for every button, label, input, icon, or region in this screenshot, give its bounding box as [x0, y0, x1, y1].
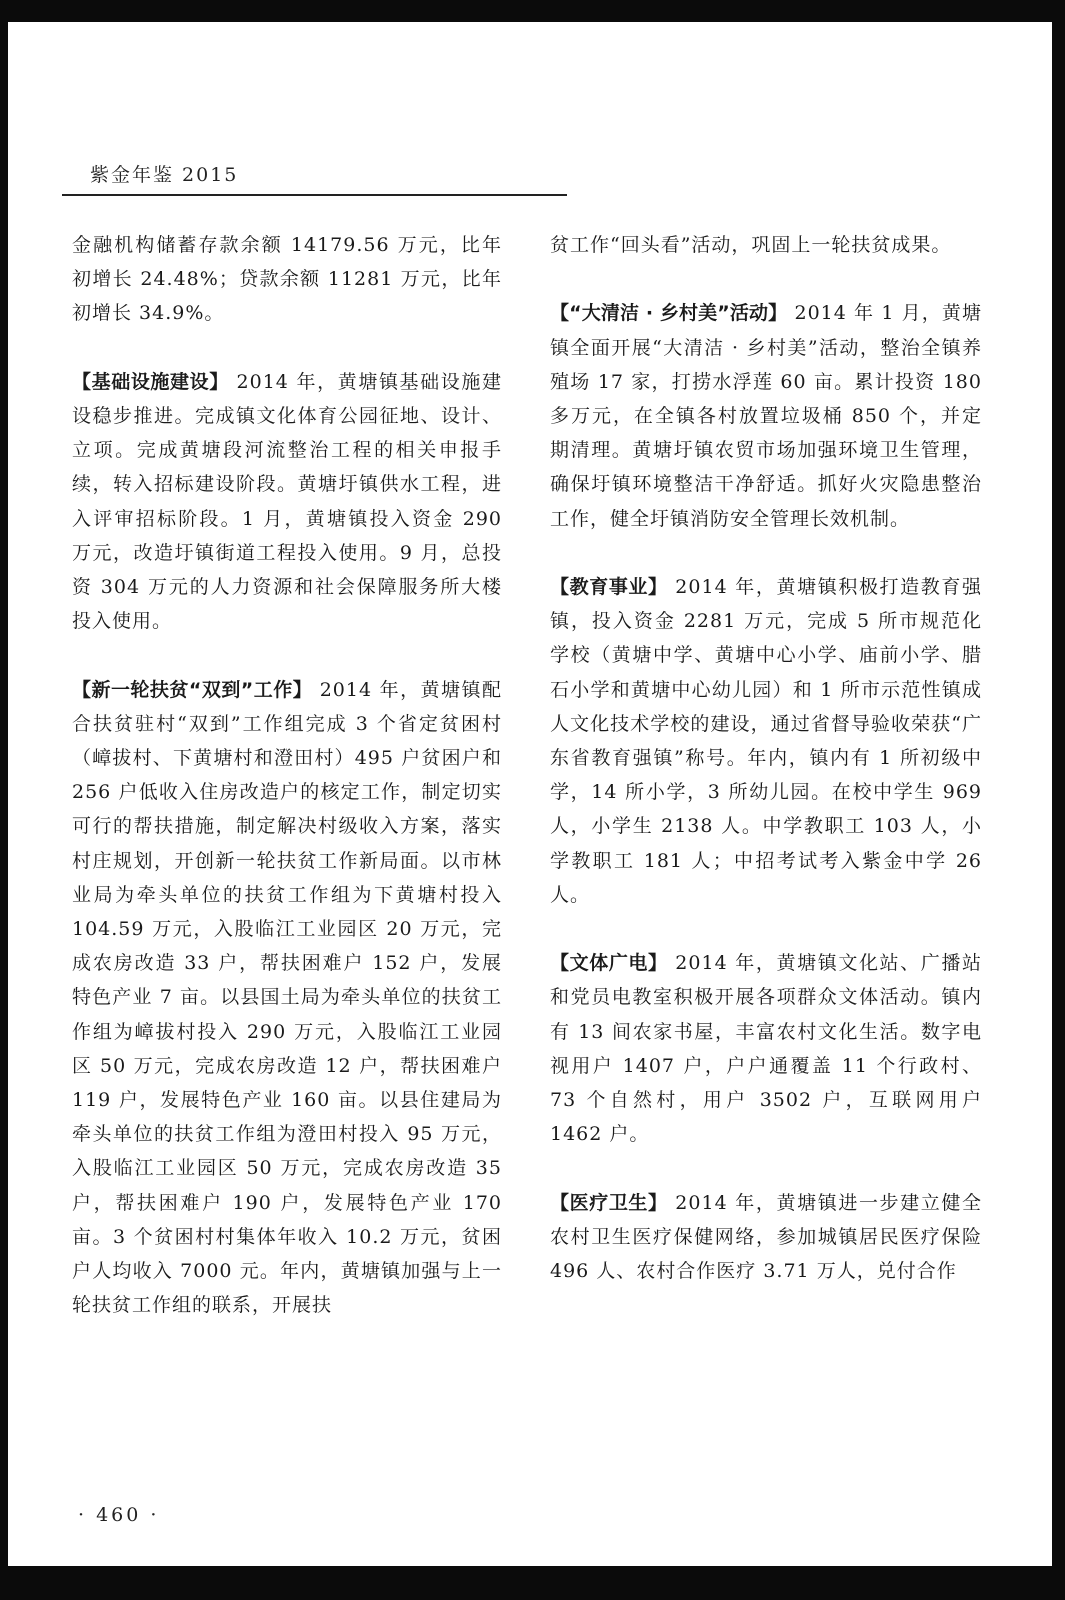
section-body: 2014 年，黄塘镇基础设施建设稳步推进。完成镇文化体育公园征地、设计、立项。完成黄塘段河流整治工程的相关申报手续，转入招标建设阶段。黄塘圩镇供水工程，进入评审招标阶段。1 月，黄塘镇投入资金 290 万元，改造圩镇街道工程投入使用。9 月，总投资 304 万元的人力资源和社会保障服务所大楼投入使用。	[72, 370, 502, 633]
section-heading: 【“大清洁 · 乡村美”活动】	[550, 302, 788, 325]
scan-border-left	[0, 0, 8, 1600]
header-rule	[62, 194, 567, 196]
left-column	[72, 228, 502, 1322]
section-heading: 【教育事业】	[550, 576, 668, 598]
scan-border-bottom	[0, 1566, 1065, 1600]
scan-border-right	[1052, 0, 1065, 1600]
section-education	[550, 570, 982, 912]
section-gap	[550, 262, 982, 296]
section-gap	[550, 1151, 982, 1185]
section-heading: 【基础设施建设】	[72, 370, 229, 393]
running-header: 紫金年鉴 2015	[90, 164, 239, 186]
section-cleanliness	[550, 296, 982, 535]
section-heading: 【医疗卫生】	[550, 1191, 668, 1214]
section-gap	[550, 536, 982, 570]
section-culture-broadcast	[550, 946, 982, 1151]
section-gap	[72, 331, 502, 365]
section-body: 2014 年，黄塘镇文化站、广播站和党员电教室积极开展各项群众文体活动。镇内有 13 间农家书屋，丰富农村文化生活。数字电视用户 1407 户，户户通覆盖 11 个行政村、73 个自然村，用户 3502 户，互联网用户 1462 户。	[550, 952, 982, 1146]
section-body: 2014 年，黄塘镇进一步建立健全农村卫生医疗保健网络，参加城镇居民医疗保险 496 人、农村合作医疗 3.71 万人，兑付合作	[550, 1191, 982, 1283]
section-poverty-relief	[72, 673, 502, 1323]
scan-border-top	[0, 0, 1065, 22]
section-body: 2014 年，黄塘镇积极打造教育强镇，投入资金 2281 万元，完成 5 所市规范化学校（黄塘中学、黄塘中心小学、庙前小学、腊石小学和黄塘中心幼儿园）和 1 所市示范性镇成人文化技术学校的建设，通过省督导验收荣获“广东省教育强镇”称号。年内，镇内有 1 所初级中学，14 所小学，3 所幼儿园。在校中学生 969 人，小学生 2138 人。中学教职工 103 人，小学教职工 181 人；中招考试考入紫金中学 26 人。	[550, 576, 982, 906]
paragraph-finance: 金融机构储蓄存款余额 14179.56 万元，比年初增长 24.48%；贷款余额 11281 万元，比年初增长 34.9%。	[72, 234, 502, 325]
page-number: · 460 ·	[78, 1504, 160, 1526]
section-gap	[72, 638, 502, 672]
section-healthcare	[550, 1186, 982, 1289]
paragraph-continuation: 贫工作“回头看”活动，巩固上一轮扶贫成果。	[550, 234, 952, 256]
section-body: 2014 年 1 月，黄塘镇全面开展“大清洁 · 乡村美”活动，整治全镇养殖场 17 家，打捞水浮莲 60 亩。累计投资 180 多万元，在全镇各村放置垃圾桶 850 个，并定期清理。黄塘圩镇农贸市场加强环境卫生管理，确保圩镇环境整洁干净舒适。抓好火灾隐患整治工作，健全圩镇消防安全管理长效机制。	[550, 302, 982, 530]
right-column	[550, 228, 982, 1288]
section-gap	[550, 912, 982, 946]
section-heading: 【文体广电】	[550, 952, 668, 975]
section-body: 2014 年，黄塘镇配合扶贫驻村“双到”工作组完成 3 个省定贫困村（嶂拔村、下黄塘村和澄田村）495 户贫困户和 256 户低收入住房改造户的核定工作，制定切实可行的帮扶措施，制定解决村级收入方案，落实村庄规划，开创新一轮扶贫工作新局面。以市林业局为牵头单位的扶贫工作组为下黄塘村投入 104.59 万元，入股临江工业园区 20 万元，完成农房改造 33 户，帮扶困难户 152 户，发展特色产业 7 亩。以县国土局为牵头单位的扶贫工作组为嶂拔村投入 290 万元，入股临江工业园区 50 万元，完成农房改造 12 户，帮扶困难户 119 户，发展特色产业 160 亩。以县住建局为牵头单位的扶贫工作组为澄田村投入 95 万元，入股临江工业园区 50 万元，完成农房改造 35 户，帮扶困难户 190 户，发展特色产业 170 亩。3 个贫困村村集体年收入 10.2 万元，贫困户人均收入 7000 元。年内，黄塘镇加强与上一轮扶贫工作组的联系，开展扶	[72, 678, 502, 1317]
section-infrastructure	[72, 365, 502, 639]
section-heading: 【新一轮扶贫“双到”工作】	[72, 678, 313, 701]
